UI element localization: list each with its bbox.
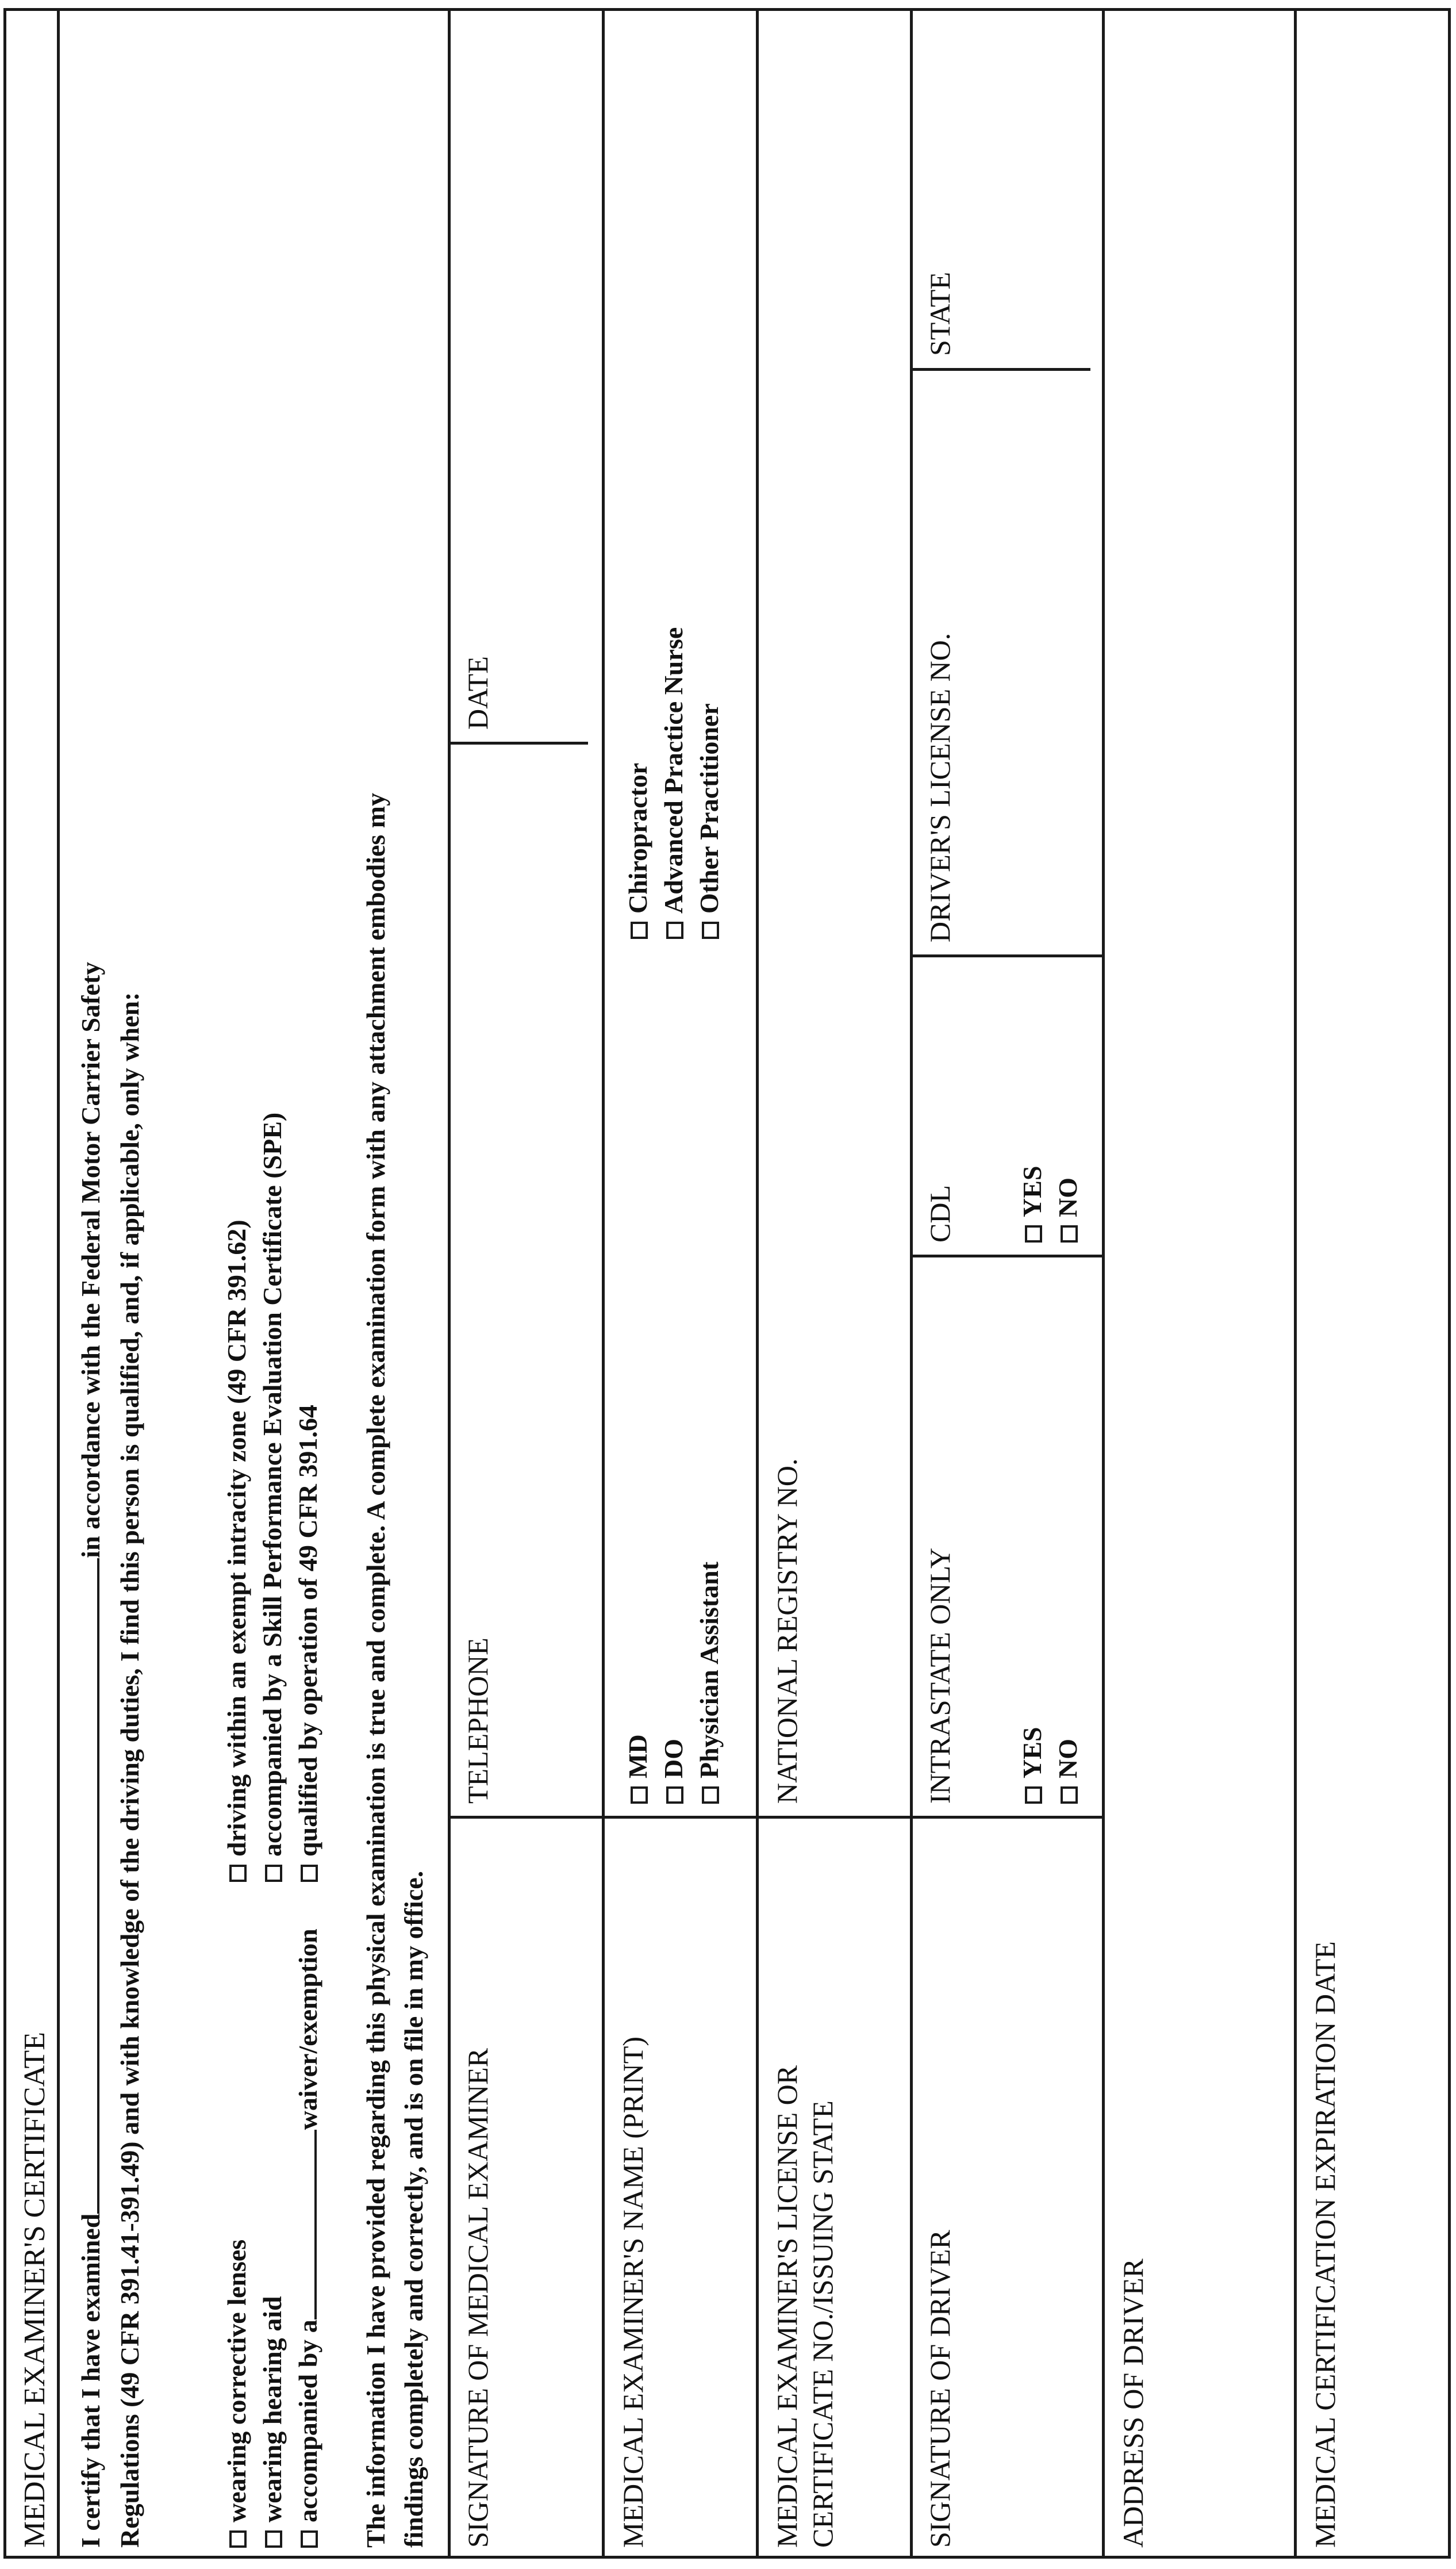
label-national-registry: NATIONAL REGISTRY NO.: [771, 1458, 803, 1804]
divider-cdl: [910, 1255, 1102, 1257]
label-license-line-2: CERTIFICATE NO./ISSUING STATE: [806, 2100, 839, 2548]
label-signature-driver: SIGNATURE OF DRIVER: [924, 2230, 956, 2548]
certify-line-2: Regulations (49 CFR 391.41-391.49) and with knowledge of the driving duties, I find this person is qualified, and, if applicable, only when:: [115, 992, 144, 2548]
divider-credentials: [602, 1816, 756, 1819]
label-signature-examiner: SIGNATURE OF MEDICAL EXAMINER: [462, 2048, 494, 2548]
advanced-practice-nurse-checkbox[interactable]: [666, 922, 683, 939]
intrastate-yes-checkbox[interactable]: [1025, 1786, 1042, 1804]
divider-license-no: [910, 954, 1102, 957]
corrective-lenses-checkbox[interactable]: [229, 2530, 247, 2548]
label-date: DATE: [462, 656, 494, 730]
cdl-no-checkbox[interactable]: [1061, 1225, 1078, 1243]
label-intrastate-only: INTRASTATE ONLY: [924, 1547, 956, 1804]
intrastate-yes: YES: [1015, 1727, 1050, 1804]
credential-physician-assistant: Physician Assistant: [691, 1562, 727, 1804]
credential-do: DO: [656, 1739, 691, 1804]
divider-title: [57, 11, 60, 2556]
divider-telephone: [448, 1816, 602, 1819]
waiver-type-blank[interactable]: [314, 2130, 317, 2319]
condition-391-64: qualified by operation of 49 CFR 391.64: [290, 1405, 326, 1882]
divider-row-6: [1294, 11, 1297, 2556]
certify-line-1: [72, 962, 110, 2548]
chiropractor-checkbox[interactable]: [631, 922, 648, 939]
label-telephone: TELEPHONE: [462, 1638, 494, 1804]
label-state: STATE: [924, 272, 956, 356]
divider-intrastate: [910, 1816, 1102, 1819]
other-practitioner-checkbox[interactable]: [702, 922, 719, 939]
cdl-no: NO: [1050, 1178, 1086, 1243]
cdl-yes: YES: [1015, 1166, 1050, 1243]
certify-text-end: in accordance with the Federal Motor Carrier Safety: [76, 961, 105, 1558]
condition-corrective-lenses: wearing corrective lenses: [219, 2240, 255, 2548]
intracity-zone-checkbox[interactable]: [229, 1865, 247, 1882]
credential-other-practitioner: Other Practitioner: [691, 703, 727, 939]
md-checkbox[interactable]: [631, 1786, 648, 1804]
credential-chiropractor: Chiropractor: [620, 763, 656, 939]
divider-row-4: [910, 11, 913, 2556]
cdl-yes-checkbox[interactable]: [1025, 1225, 1042, 1243]
divider-date: [448, 742, 588, 745]
label-expiration-date: MEDICAL CERTIFICATION EXPIRATION DATE: [1309, 1941, 1341, 2548]
hearing-aid-checkbox[interactable]: [265, 2530, 282, 2548]
condition-hearing-aid: wearing hearing aid: [255, 2296, 290, 2548]
divider-row-1: [448, 11, 451, 2556]
examinee-name-blank[interactable]: [97, 1558, 99, 2214]
condition-waiver: accompanied by awaiver/exemption: [290, 1928, 326, 2548]
attestation-line-1: The information I have provided regarding this physical examination is true and complete. A complete examination form with any attachment embodies my: [361, 792, 390, 2548]
divider-row-5: [1102, 11, 1105, 2556]
label-drivers-license-no: DRIVER'S LICENSE NO.: [924, 632, 956, 942]
credential-md: MD: [620, 1734, 656, 1804]
label-license-line-1: MEDICAL EXAMINER'S LICENSE OR: [771, 2065, 803, 2548]
divider-registry: [756, 1816, 910, 1819]
attestation-line-2: findings completely and correctly, and is on file in my office.: [399, 1870, 428, 2548]
certify-text-start: I certify that I have examined: [76, 2213, 105, 2548]
condition-intracity-zone: driving within an exempt intracity zone (49 CFR 391.62): [219, 1220, 255, 1882]
credential-advanced-practice-nurse: Advanced Practice Nurse: [656, 627, 691, 939]
form-title: MEDICAL EXAMINER'S CERTIFICATE: [18, 2032, 51, 2548]
intrastate-no: NO: [1050, 1739, 1086, 1804]
condition-spe-certificate: accompanied by a Skill Performance Evaluation Certificate (SPE): [255, 1113, 290, 1882]
waiver-checkbox[interactable]: [301, 2530, 318, 2548]
physician-assistant-checkbox[interactable]: [702, 1786, 719, 1804]
label-address-driver: ADDRESS OF DRIVER: [1117, 2259, 1149, 2548]
form-border: [3, 8, 1451, 2559]
divider-state: [910, 368, 1090, 371]
cfr-391-64-checkbox[interactable]: [301, 1865, 318, 1882]
divider-row-2: [602, 11, 605, 2556]
spe-certificate-checkbox[interactable]: [265, 1865, 282, 1882]
divider-row-3: [756, 11, 759, 2556]
label-examiner-name: MEDICAL EXAMINER'S NAME (PRINT): [617, 2036, 649, 2548]
do-checkbox[interactable]: [666, 1786, 683, 1804]
intrastate-no-checkbox[interactable]: [1061, 1786, 1078, 1804]
label-cdl: CDL: [924, 1185, 956, 1243]
